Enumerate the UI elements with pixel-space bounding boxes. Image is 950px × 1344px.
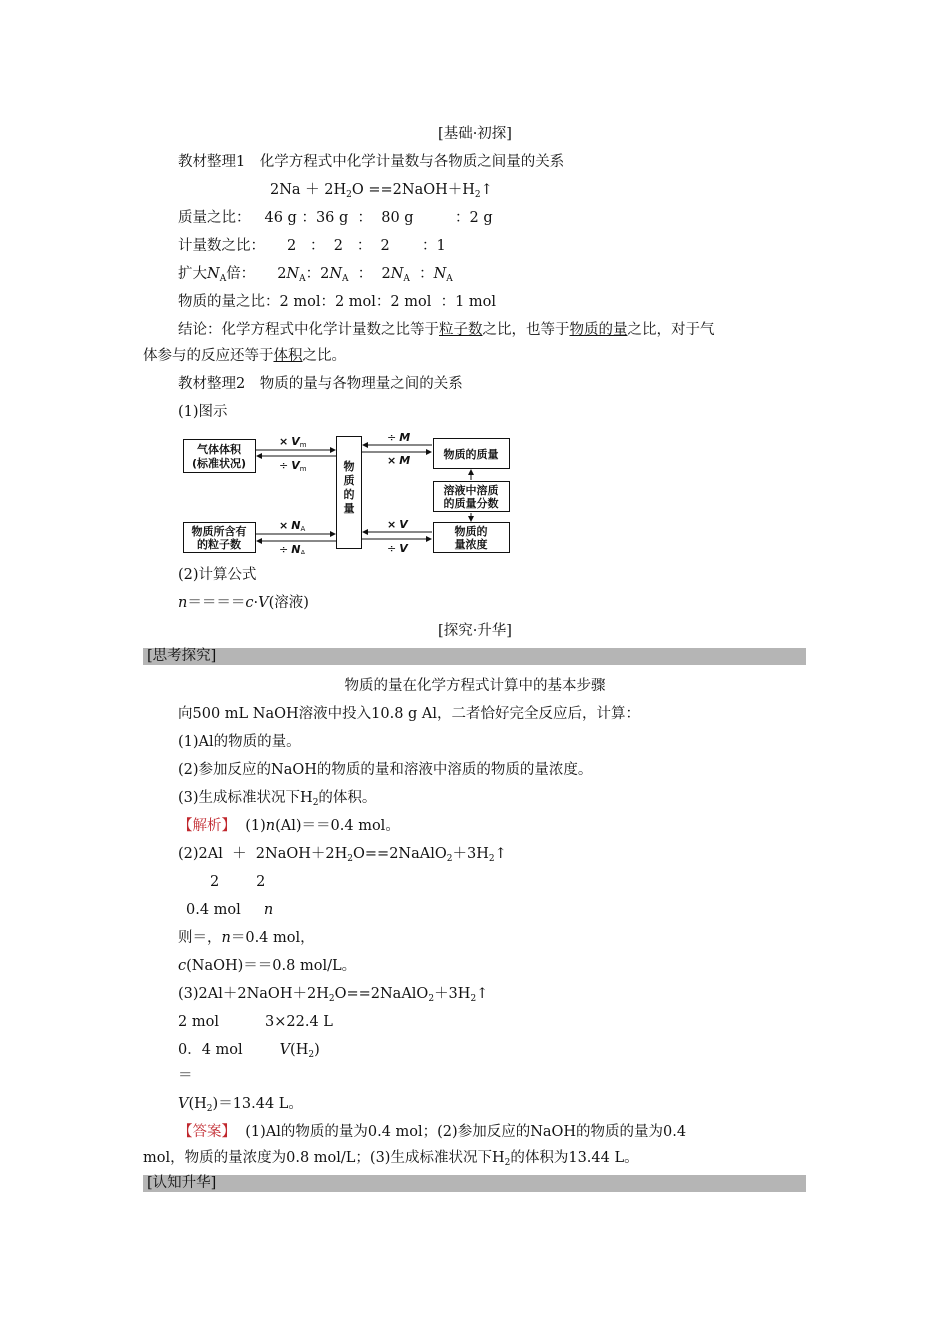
na-symbol: N xyxy=(390,266,404,282)
text: (H xyxy=(290,1042,309,1058)
particles-label-1: 物质所含有 xyxy=(191,525,247,538)
formula-dot: · xyxy=(253,595,259,611)
relationship-diagram xyxy=(183,432,513,554)
particles-label-2: 的粒子数 xyxy=(197,538,241,551)
italic-v: V xyxy=(279,1042,291,1058)
underlined-answer: 粒子数 xyxy=(439,322,483,338)
text: O==2NaAlO xyxy=(353,846,447,862)
text: 0．4 mol xyxy=(178,1042,280,1058)
na-sub: A xyxy=(219,274,227,284)
times-vm-label: × Vm xyxy=(279,435,307,449)
times-v-label: × V xyxy=(387,518,408,531)
text: (H xyxy=(188,1096,207,1112)
solution-result-3 xyxy=(178,1094,303,1114)
text: ↑ xyxy=(494,846,507,862)
text: (3)2Al＋2NaOH＋2H xyxy=(178,986,329,1002)
row-label: 扩大 xyxy=(178,266,207,282)
formula-caption: (2)计算公式 xyxy=(178,567,257,583)
underlined-answer: 物质的量 xyxy=(569,322,628,338)
diagram-caption: (1)图示 xyxy=(178,404,228,420)
italic-n: n xyxy=(263,902,274,918)
solute-label-2: 的质量分数 xyxy=(443,497,499,510)
row-label: 计量数之比： xyxy=(178,238,265,254)
na-sub: A xyxy=(342,274,349,284)
gas-volume-label: 气体体积 xyxy=(197,443,241,456)
text: ) xyxy=(314,1042,320,1058)
equation-sub: 2 xyxy=(474,190,481,200)
solution-step-1 xyxy=(178,816,400,836)
concentration-label-2: 量浓度 xyxy=(454,538,488,551)
mass-ratio-row xyxy=(178,208,493,228)
text: 则＝， xyxy=(178,930,222,946)
row-label: 倍： xyxy=(226,266,256,282)
na-symbol: N xyxy=(433,266,447,282)
equation-part: 2Na ＋ 2H xyxy=(270,182,347,198)
center-char-1: 物 xyxy=(343,460,355,473)
text: (2)2Al ＋ 2NaOH＋2H xyxy=(178,846,348,862)
formula-eq: ＝＝＝＝ xyxy=(187,595,246,611)
cognition-bar: [认知升华] xyxy=(143,1175,806,1192)
answer-label: 【答案】 xyxy=(178,1124,236,1140)
text: mol，物质的量浓度为0.8 mol/L；(3)生成标准状况下H xyxy=(143,1150,505,1166)
sub: 2 xyxy=(470,994,477,1004)
text: 体参与的反应还等于 xyxy=(143,348,274,364)
question-3 xyxy=(178,788,376,808)
material1-equation xyxy=(270,180,493,200)
conclusion-line-1 xyxy=(178,320,715,340)
solution-eq-3 xyxy=(178,984,488,1004)
expand-value: ：2 xyxy=(305,266,330,282)
conclusion-line-2 xyxy=(143,346,346,366)
sub: 2 xyxy=(308,1050,315,1060)
sub: 2 xyxy=(312,798,319,808)
na-sub: A xyxy=(446,274,453,284)
text: 之比。 xyxy=(302,348,346,364)
text: 的体积。 xyxy=(318,790,377,806)
std-condition-label: (标准状况) xyxy=(191,457,247,470)
expand-row xyxy=(178,264,453,284)
expand-value: 2 xyxy=(277,266,287,282)
sub: 2 xyxy=(446,854,453,864)
solution-coef-3: 2 mol 3×22.4 L xyxy=(178,1014,333,1030)
formula-n: n xyxy=(178,595,188,611)
na-symbol: N xyxy=(286,266,300,282)
divide-v-label: ÷ V xyxy=(387,542,408,554)
text: (1) xyxy=(236,818,266,834)
text: ↑ xyxy=(476,986,489,1002)
material2-heading: 教材整理2 物质的量与各物理量之间的关系 xyxy=(178,376,463,392)
formula-end: (溶液) xyxy=(268,595,309,611)
text: O==2NaAlO xyxy=(334,986,429,1002)
row-values: 46 g ：36 g ： 80 g ：2 g xyxy=(264,210,493,226)
sub: 2 xyxy=(488,854,495,864)
text: 之比，对于气 xyxy=(627,322,715,338)
center-char-2: 质 xyxy=(343,474,355,487)
sub: 2 xyxy=(206,1104,213,1114)
mass-label: 物质的质量 xyxy=(443,448,499,461)
question-1: (1)Al的物质的量。 xyxy=(178,734,301,750)
divide-m-label: ÷ M xyxy=(387,432,411,444)
text: 的体积为13.44 L。 xyxy=(510,1150,639,1166)
expand-value: ： xyxy=(409,266,434,282)
divide-vm-label: ÷ Vm xyxy=(279,459,307,473)
row-label: 物质的量之比： xyxy=(178,294,280,310)
center-char-3: 的 xyxy=(343,488,355,501)
think-explore-bar: [思考探究] xyxy=(143,648,806,665)
answer-line-1 xyxy=(178,1122,686,1142)
text: (Al)＝＝0.4 mol。 xyxy=(275,818,400,834)
italic-c: c xyxy=(178,958,187,974)
sub: 2 xyxy=(428,994,435,1004)
row-values: 2 mol：2 mol：2 mol ：1 mol xyxy=(279,294,497,310)
sub: 2 xyxy=(328,994,335,1004)
solute-label-1: 溶液中溶质 xyxy=(443,484,499,497)
formula-c: c xyxy=(245,595,254,611)
italic-v: V xyxy=(178,1096,189,1112)
text: 之比，也等于 xyxy=(482,322,570,338)
na-sub: A xyxy=(299,274,306,284)
italic-n: n xyxy=(221,930,231,946)
material1-heading: 教材整理1 化学方程式中化学计量数与各物质之间量的关系 xyxy=(178,154,565,170)
equation-part: O ==2NaOH＋H xyxy=(351,182,475,198)
solution-amount-3 xyxy=(178,1040,320,1060)
solution-eq-sign-3: ＝ xyxy=(178,1068,193,1084)
solution-conc-2 xyxy=(178,956,356,976)
question-2: (2)参加反应的NaOH的物质的量和溶液中溶质的物质的量浓度。 xyxy=(178,762,593,778)
row-label: 质量之比： xyxy=(178,210,251,226)
coef-ratio-row xyxy=(178,236,446,256)
text: ＋3H xyxy=(452,846,489,862)
solution-then-2 xyxy=(178,928,315,948)
section-title-basic: [基础·初探] xyxy=(438,126,512,142)
underlined-answer: 体积 xyxy=(273,348,303,364)
times-na-label: × NA xyxy=(279,519,306,533)
text: (NaOH)＝＝0.8 mol/L。 xyxy=(186,958,357,974)
solution-amount-2 xyxy=(186,900,273,920)
problem-stem: 向500 mL NaOH溶液中投入10.8 g Al，二者恰好完全反应后，计算： xyxy=(178,706,641,722)
text: ＝0.4 mol， xyxy=(230,930,315,946)
solution-coef-2: 2 2 xyxy=(210,874,266,890)
sub: 2 xyxy=(504,1158,511,1168)
concentration-label-1: 物质的 xyxy=(454,525,488,538)
solution-eq-2 xyxy=(178,844,507,864)
italic-n: n xyxy=(265,818,276,834)
text: ＋3H xyxy=(434,986,471,1002)
solution-label: 【解析】 xyxy=(178,818,236,834)
center-char-4: 量 xyxy=(343,502,355,515)
formula xyxy=(178,593,309,613)
divide-na-label: ÷ NA xyxy=(279,543,306,554)
sub: 2 xyxy=(347,854,354,864)
equation-arrow: ↑ xyxy=(480,182,493,198)
formula-v: V xyxy=(258,595,269,611)
na-symbol: N xyxy=(207,266,220,282)
na-sub: A xyxy=(403,274,410,284)
equation-sub: 2 xyxy=(346,190,352,200)
text: 0.4 mol xyxy=(186,902,264,918)
na-symbol: N xyxy=(329,266,343,282)
problem-title: 物质的量在化学方程式计算中的基本步骤 xyxy=(344,678,606,694)
section-title-explore: [探究·升华] xyxy=(438,623,512,639)
amount-ratio-row xyxy=(178,292,496,312)
times-m-label: × M xyxy=(387,454,411,467)
answer-line-2 xyxy=(143,1148,639,1168)
expand-value: ： 2 xyxy=(348,266,391,282)
text: 结论：化学方程式中化学计量数之比等于 xyxy=(178,322,439,338)
text: (3)生成标准状况下H xyxy=(178,790,313,806)
row-values: 2 ： 2 ： 2 ：1 xyxy=(287,238,446,254)
text: )＝13.44 L。 xyxy=(212,1096,303,1112)
text: (1)Al的物质的量为0.4 mol；(2)参加反应的NaOH的物质的量为0.4 xyxy=(236,1124,687,1140)
